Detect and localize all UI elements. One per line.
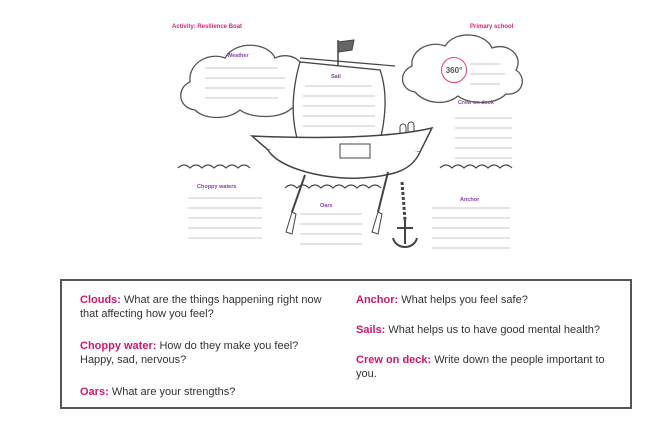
prompt-term: Oars: [80,386,109,398]
prompt-term: Anchor: [356,294,399,306]
prompt-choppy-water [80,339,330,367]
prompt-text: How do they make you feel? Happy, sad, nervous? [80,340,299,366]
prompt-oars [80,385,330,399]
label-choppy-waters: Choppy waters [197,184,237,190]
prompt-text: What helps us to have good mental health? [388,324,601,336]
prompt-text: Write down the people important to you. [356,354,605,380]
prompt-clouds [80,293,330,321]
prompt-crew-on-deck [356,353,621,381]
prompt-text: What helps you feel safe? [401,294,528,306]
prompt-term: Crew on deck: [356,354,432,366]
label-anchor: Anchor [460,197,480,203]
prompt-term: Choppy water: [80,340,157,352]
label-oars: Oars [320,203,333,209]
prompt-anchor [356,293,626,307]
logo-360-badge [441,57,467,83]
prompt-term: Clouds: [80,294,121,306]
prompt-text: What are your strengths? [111,386,236,398]
label-crew-on-deck: Crew on deck [458,100,494,106]
anchor-shape [393,220,417,247]
school-level: Primary school [470,24,514,30]
logo-text: 360° [445,65,463,75]
activity-title: Activity: Resilience Boat [172,24,243,30]
prompt-text: What are the things happening right now that affecting how you feel? [80,294,322,320]
prompt-term: Sails: [356,324,386,336]
prompts-box [60,279,632,409]
prompt-sails [356,323,626,337]
waves-bottom [285,185,381,188]
label-weather: Weather [227,53,249,59]
label-sail: Sail [331,74,341,80]
